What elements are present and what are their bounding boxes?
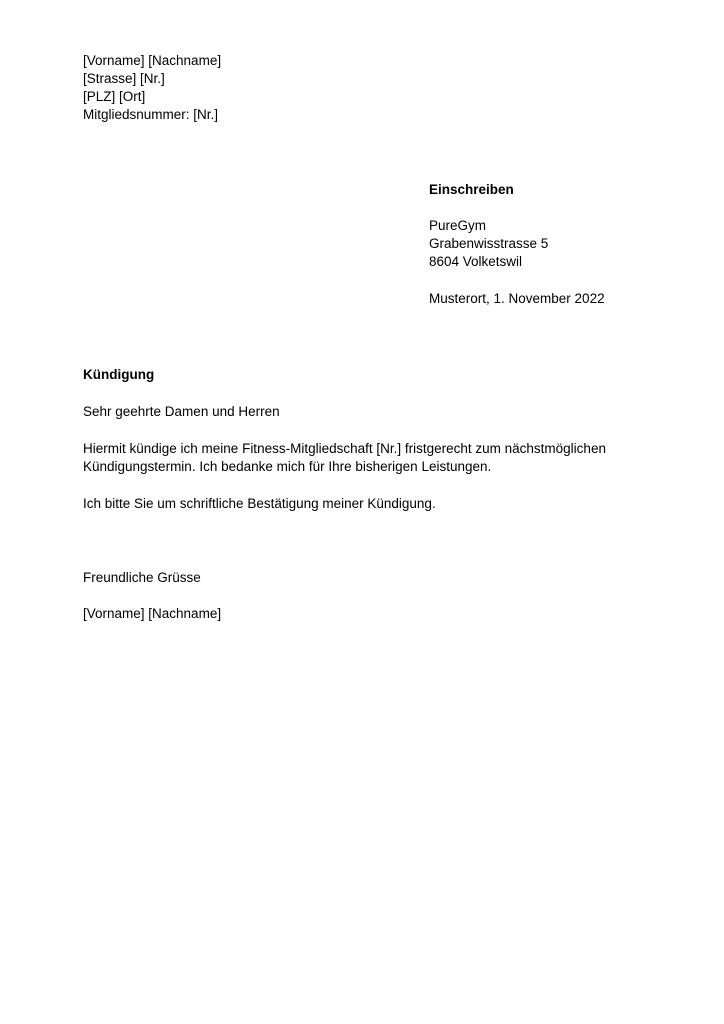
sender-name: [Vorname] [Nachname] [83, 53, 222, 68]
body-paragraph-2: Ich bitte Sie um schriftliche Bestätigung meiner Kündigung. [83, 496, 436, 511]
sender-member-number: Mitgliedsnummer: [Nr.] [83, 107, 219, 122]
recipient-company: PureGym [429, 218, 487, 233]
recipient-street: Grabenwisstrasse 5 [429, 236, 549, 251]
sender-street: [Strasse] [Nr.] [83, 71, 165, 86]
date-line: Musterort, 1. November 2022 [429, 291, 605, 306]
salutation: Sehr geehrte Damen und Herren [83, 404, 280, 419]
body-paragraph-1-line-1: Hiermit kündige ich meine Fitness-Mitgliedschaft [Nr.] fristgerecht zum nächstmöglichen [83, 441, 606, 456]
subject-heading: Kündigung [83, 367, 155, 382]
delivery-type: Einschreiben [429, 182, 514, 197]
recipient-city: 8604 Volketswil [429, 254, 523, 269]
closing: Freundliche Grüsse [83, 570, 201, 585]
signature: [Vorname] [Nachname] [83, 606, 222, 621]
body-paragraph-1-line-2: Kündigungstermin. Ich bedanke mich für Ihre bisherigen Leistungen. [83, 459, 492, 474]
sender-city: [PLZ] [Ort] [83, 89, 146, 104]
